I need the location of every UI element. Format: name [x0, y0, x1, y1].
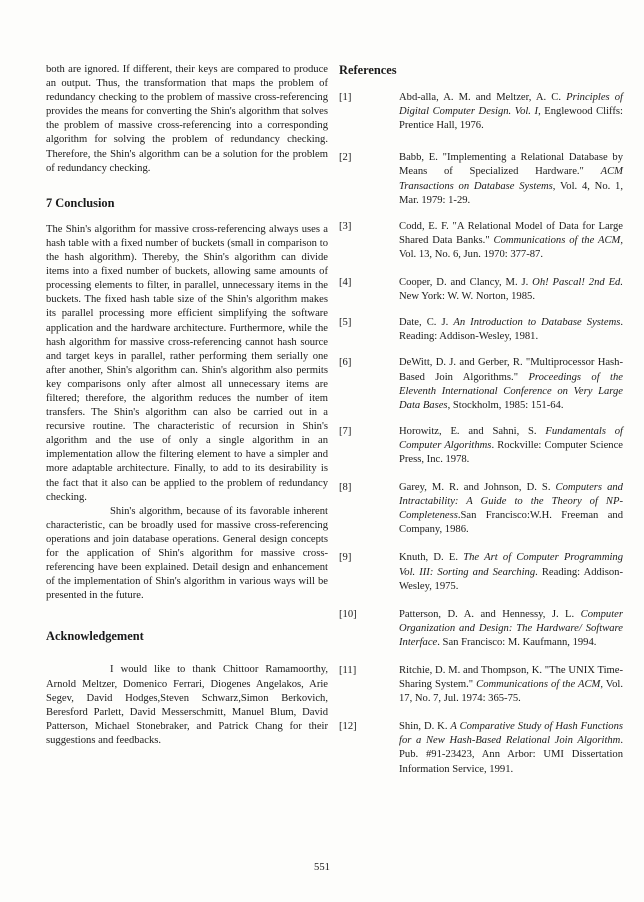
reference-title: Oh! Pascal! 2nd Ed. [532, 277, 623, 289]
reference-authors: Abd-alla, A. M. and Meltzer, A. C. [399, 92, 567, 104]
acknowledgement-heading: Acknowledgement [46, 629, 144, 644]
reference-title: Principles of Digital Computer Design. Vol. I [399, 92, 623, 118]
reference-authors: Codd, E. F. "A Relational Model of Data for Large Shared Data Banks." [399, 220, 623, 246]
reference-details: New York: W. W. Norton, 1985. [399, 291, 535, 303]
reference-number: [9] [339, 552, 352, 564]
reference-details: . San Francisco: M. Kaufmann, 1994. [437, 636, 597, 648]
reference-item [339, 220, 623, 262]
reference-authors: Babb, E. "Implementing a Relational Database by Means of Specialized Hardware." [399, 152, 623, 178]
reference-item [339, 608, 623, 650]
page-number: 551 [314, 862, 330, 873]
reference-title: Communications of the ACM [493, 234, 621, 246]
reference-authors: Date, C. J. [399, 317, 454, 329]
reference-title: Computers and Intractability: A Guide to the Theory of NP-Completeness [399, 482, 623, 522]
reference-authors: Cooper, D. and Clancy, M. J. [399, 277, 533, 289]
reference-details: , Vol. 4, No. 1, Mar. 1979: 1-29. [399, 180, 623, 206]
conclusion-heading: 7 Conclusion [46, 195, 115, 210]
reference-details: , Stockholm, 1985: 151-64. [447, 399, 564, 411]
reference-details: , Vol. 17, No. 7, Jul. 1974: 365-75. [399, 679, 623, 705]
reference-details: .San Francisco:W.H. Freeman and Company, 1986. [399, 510, 623, 536]
reference-title: ACM Transactions on Database Systems [399, 166, 623, 192]
references-heading: References [339, 63, 397, 77]
paragraph-conclusion: The Shin's algorithm for massive cross-referencing always uses a hash table with a fixed number of buckets (small in comparison to the hash algorithm). Thereby, the Shin's algorithm can divide items into a fixed number of buckets, allowing same amounts of processing elements to filter, in parallel, unnecessary items in the buckets. The fixed hash table size of the Shin's algorithm makes its parallel processing more efficient simplifying the software application and the hardware architecture. Furthermore, while the hash algorithm for massive cross-referencing cannot hash source and target keys in parallel, rather performing them serially one after another, Shin's algorithm can. Shin's algorithm also permits key comparisons only after almost all unnecessary items are filtered; therefore, the algorithm reduces the number of item transfers. The Shin's algorithm can also be carried out in a recursive routine. The characteristic of recursion in Shin's algorithm and the use of only a single algorithm in an implementation allow the filtering element to have a simpler and more adaptable architecture. Finally, to add to its desirability is the fact that it also can be applied to the problem of redundancy checking. [46, 223, 328, 503]
reference-title: A Comparative Study of Hash Functions for a New Hash-Based Relational Join Algorithm [399, 721, 624, 747]
reference-details: . Pub. #91-23423, Ann Arbor: UMI Dissertation Information Service, 1991. [399, 735, 623, 775]
reference-number: [11] [339, 665, 357, 676]
reference-details: . Reading: Addison-Wesley, 1981. [399, 317, 623, 343]
reference-authors: Patterson, D. A. and Hennessy, J. L. [399, 608, 581, 620]
reference-authors: DeWitt, D. J. and Gerber, R. "Multiprocessor Hash-Based Join Algorithms." [399, 357, 623, 383]
reference-item [339, 481, 623, 537]
reference-number: [6] [339, 357, 352, 369]
reference-authors: Horowitz, E. and Sahni, S. [399, 425, 546, 437]
reference-number: [10] [339, 608, 357, 620]
paragraph-acknowledgement: I would like to thank Chittoor Ramamoorthy, Arnold Meltzer, Domenico Ferrari, Diogenes Angelakos, Arie Segev, David Hodges,Steven Schwarz,Simon Berkovich, Beresford Parlett, David Messerschmitt, Manuel Blum, David Patterson, Michael Stonebraker, and Patrick Chang for their suggestions and feedbacks. [46, 664, 328, 746]
reference-authors: Garey, M. R. and Johnson, D. S. [399, 482, 556, 494]
reference-item [339, 664, 623, 706]
reference-item [339, 276, 623, 304]
reference-item [339, 720, 623, 776]
reference-item [339, 551, 623, 593]
reference-title: Fundamentals of Computer Algorithms [399, 425, 623, 451]
reference-details: , Vol. 13, No. 6, Jun. 1970: 377-87. [399, 234, 623, 260]
reference-number: [2] [339, 152, 352, 164]
reference-item [339, 425, 623, 467]
reference-item [339, 151, 623, 207]
references-column [339, 63, 623, 777]
reference-title: Proceedings of the Eleventh International Conference on Very Large Data Bases [399, 371, 623, 411]
reference-title: The Art of Computer Programming Vol. III: Sorting and Searching [399, 552, 624, 578]
reference-authors: Ritchie, D. M. and Thompson, K. "The UNIX Time-Sharing System." [399, 665, 623, 691]
reference-item [339, 356, 623, 412]
reference-number: [8] [339, 482, 352, 494]
reference-number: [3] [339, 220, 352, 232]
reference-number: [1] [339, 92, 352, 104]
reference-number: [12] [339, 721, 357, 733]
reference-details: . Rockville: Computer Science Press, Inc. 1978. [399, 439, 623, 465]
reference-number: [7] [339, 425, 352, 437]
left-column [46, 63, 328, 748]
paragraph-future-work: Shin's algorithm, because of its favorable inherent characteristic, can be broadly used for massive cross-referencing operations and join database operations. General design concepts for the application of Shin's algorithm for massive cross-referencing have been explained. Detail design and enhancement of the implementation of Shin's algorithm in various ways will be presented in the future. [46, 505, 328, 602]
reference-item [339, 91, 623, 133]
reference-title: An Introduction to Database Systems [453, 317, 621, 329]
reference-title: Communications of the ACM [476, 679, 601, 691]
reference-number: [4] [339, 277, 352, 289]
reference-authors: Shin, D. K. [399, 721, 451, 733]
reference-item [339, 316, 623, 344]
reference-title: Computer Organization and Design: The Hardware/ Software Interface [399, 608, 623, 648]
reference-number: [5] [339, 317, 352, 329]
reference-details: . Reading: Addison-Wesley, 1975. [399, 566, 623, 592]
reference-authors: Knuth, D. E. [399, 552, 464, 564]
reference-details: , Englewood Cliffs: Prentice Hall, 1976. [399, 106, 623, 132]
paragraph-transformation: both are ignored. If different, their keys are compared to produce an output. Thus, the transformation that maps the problem of redundancy checking to the problem of massive cross-referencing provides the means for converting the Shin's algorithm that solves the problem of massive cross-referencing into a corresponding algorithm for solving the problem of redundancy checking. Therefore, the Shin's algorithm can be a solution for the problem of redundancy checking. [46, 64, 328, 174]
